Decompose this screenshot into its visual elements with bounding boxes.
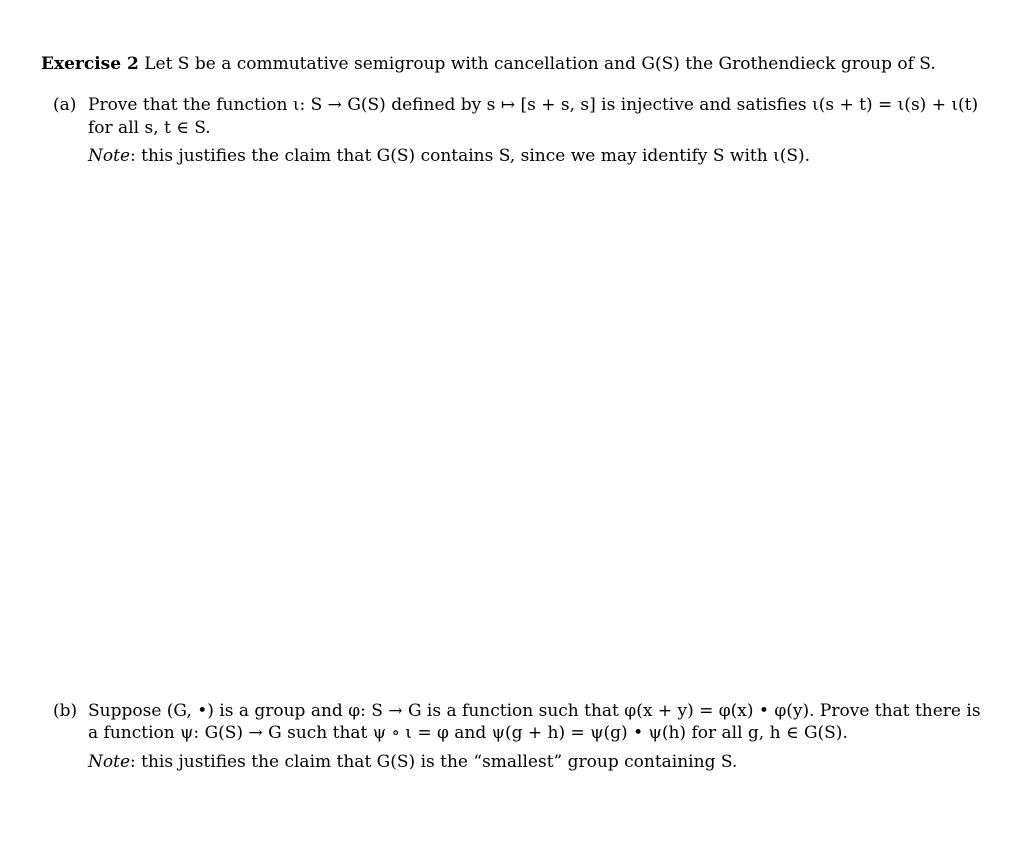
part-a-label: (a) — [53, 95, 77, 115]
part-b-note-text: : this justifies the claim that G(S) is the “smallest” group containing S. — [130, 752, 738, 772]
part-b-line-1: Suppose (G, •) is a group and φ: S → G is a function such that φ(x + y) = φ(x) • φ(y). Prove that there is — [88, 701, 981, 721]
part-a-note-text: : this justifies the claim that G(S) contains S, since we may identify S with ι(S). — [130, 146, 811, 166]
exercise-heading — [41, 53, 936, 75]
part-a-note — [88, 145, 810, 167]
part-b-note — [88, 751, 737, 773]
exercise-label: Exercise 2 — [41, 54, 139, 74]
exercise-statement: Let S be a commutative semigroup with cancellation and G(S) the Grothendieck group of S. — [144, 54, 936, 74]
part-b-line-2: a function ψ: G(S) → G such that ψ ∘ ι = φ and ψ(g + h) = ψ(g) • ψ(h) for all g, h ∈ G(S). — [88, 723, 848, 743]
part-a-line-1: Prove that the function ι: S → G(S) defined by s ↦ [s + s, s] is injective and satisfies ι(s + t) = ι(s) + ι(t) — [88, 95, 979, 115]
part-b-label: (b) — [53, 701, 78, 721]
part-a-line-2: for all s, t ∈ S. — [88, 118, 211, 138]
part-a-note-label: Note — [88, 146, 131, 166]
part-b-note-label: Note — [88, 752, 131, 772]
